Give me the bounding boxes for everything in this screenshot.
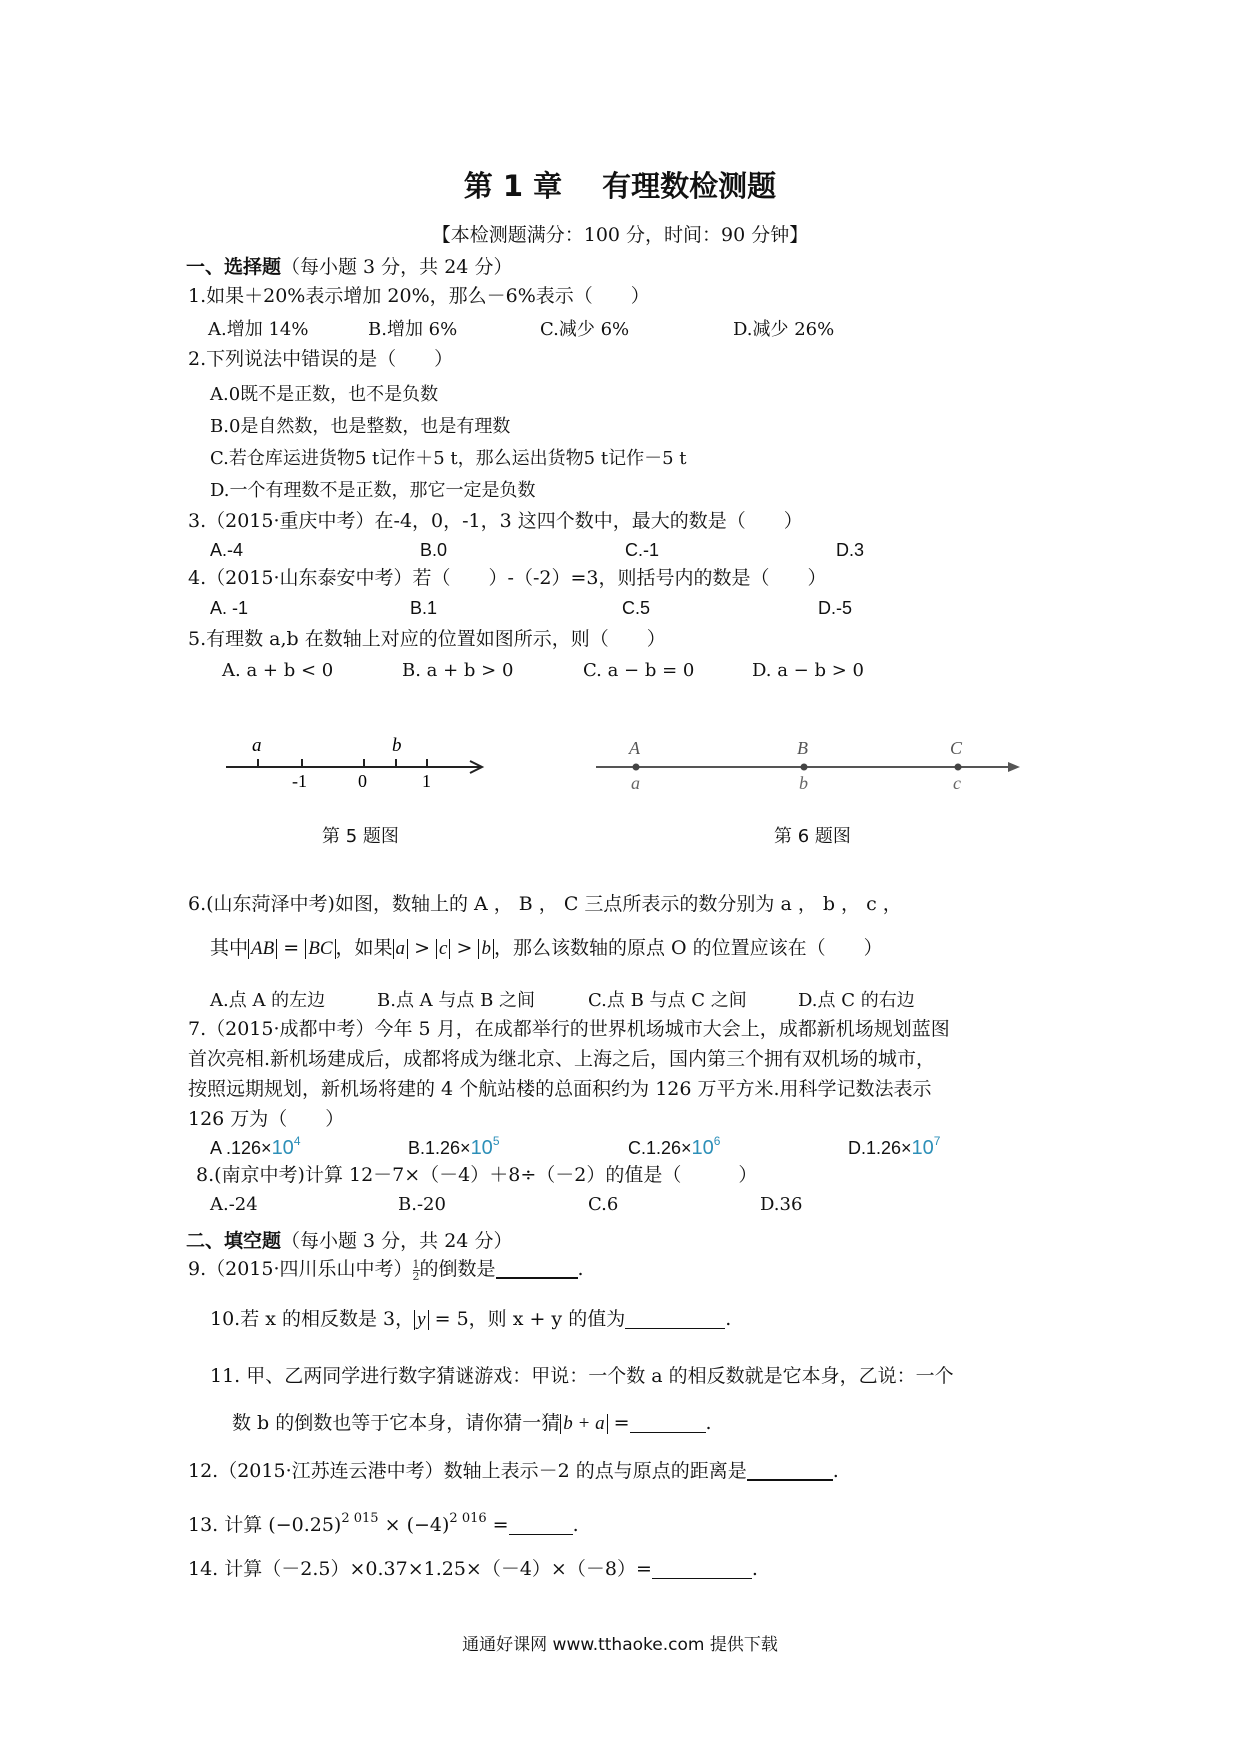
q5-stem: 5.有理数 a,b 在数轴上对应的位置如图所示，则（ ）: [188, 628, 666, 650]
q11-line1: 11. 甲、乙两同学进行数字猜谜游戏：甲说：一个数 a 的相反数就是它本身，乙说：一个: [210, 1365, 954, 1387]
q1-option-a: A.增加 14%: [208, 319, 309, 340]
fig6-label-lower-b: b: [799, 773, 808, 793]
footer-watermark: 通通好课网 www.tthaoke.com 提供下载: [462, 1635, 778, 1655]
fig5-number-line: [222, 725, 492, 795]
abs-b: b: [478, 939, 494, 959]
q4-option-d: D.-5: [818, 598, 853, 618]
q1-option-b: B.增加 6%: [368, 319, 458, 340]
q7-line1: 7.（2015·成都中考）今年 5 月，在成都举行的世界机场城市大会上，成都新机场规划蓝图: [188, 1018, 950, 1040]
q5-option-d: D. a − b > 0: [752, 660, 864, 681]
section-2-heading: 二、填空题（每小题 3 分，共 24 分）: [186, 1230, 513, 1252]
q6-option-d: D.点 C 的右边: [798, 990, 915, 1011]
q2-stem: 2.下列说法中错误的是（ ）: [188, 348, 454, 370]
q7-option-b: $B.1.26\times 10^5$: [408, 1134, 500, 1159]
q3-option-c: C.-1: [625, 540, 660, 560]
q4-option-b: B.1: [410, 598, 438, 618]
exam-info: 【本检测题满分：100 分，时间：90 分钟】: [431, 224, 809, 246]
fig6-point-c: [955, 764, 962, 771]
q8-option-a: A.-24: [210, 1194, 258, 1215]
fig5-label-a: a: [252, 735, 262, 756]
q3-option-a: A.-4: [210, 540, 244, 560]
q1-option-c: C.减少 6%: [540, 319, 630, 340]
q1-option-d: D.减少 26%: [733, 319, 835, 340]
q13: 13. 计算 $(-0.25)^{2 015} \times (-4)^{2 016}$ = .: [188, 1511, 579, 1536]
q3-stem: 3.（2015·重庆中考）在-4，0，-1，3 这四个数中，最大的数是（ ）: [188, 510, 803, 532]
fig5-tick-label-0: 0: [358, 771, 367, 791]
q11-line2: 数 b 的倒数也等于它本身，请你猜一猜 b + a = .: [232, 1412, 712, 1434]
q9-answer-blank[interactable]: [496, 1257, 578, 1279]
q7-option-d: $D.1.26\times 10^7$: [848, 1134, 941, 1159]
q10: 10.若 x 的相反数是 3， y = 5，则 x + y 的值为 .: [210, 1308, 732, 1330]
q14: 14. 计算（－2.5）×0.37×1.25×（－4）×（－8）= .: [188, 1558, 758, 1580]
q2-option-b: B.0是自然数，也是整数，也是有理数: [210, 416, 511, 437]
q2-option-a: A.0既不是正数，也不是负数: [210, 384, 439, 405]
q2-option-c: C.若仓库运进货物5 t记作＋5 t，那么运出货物5 t记作－5 t: [210, 448, 687, 469]
fig5-tick-label-1: 1: [422, 771, 431, 791]
fig6-label-upper-c: C: [950, 738, 963, 758]
fig6-label-upper-b: B: [797, 738, 808, 758]
abs-a: a: [393, 939, 409, 959]
q5-option-a: A. a + b < 0: [222, 660, 334, 681]
fig5-label-b: b: [392, 735, 402, 756]
q7-line2: 首次亮相.新机场建成后，成都将成为继北京、上海之后，国内第三个拥有双机场的城市，: [188, 1048, 936, 1070]
q2-option-d: D.一个有理数不是正数，那它一定是负数: [210, 480, 536, 501]
q8-option-c: C.6: [588, 1194, 619, 1215]
q7-line3: 按照远期规划，新机场将建的 4 个航站楼的总面积约为 126 万平方米.用科学记数法表示: [188, 1078, 932, 1100]
fig6-label-lower-c: c: [953, 773, 961, 793]
q6-line1: 6.(山东菏泽中考)如图，数轴上的 A ， B ， C 三点所表示的数分别为 a ， b ， c ，: [188, 893, 902, 915]
q4-option-c: C.5: [622, 598, 651, 618]
fig6-label-upper-a: A: [629, 738, 640, 758]
q6-option-b: B.点 A 与点 B 之间: [377, 990, 536, 1011]
q3-option-b: B.0: [420, 540, 448, 560]
q12: 12.（2015·江苏连云港中考）数轴上表示－2 的点与原点的距离是 .: [188, 1460, 839, 1482]
abs-bc: BC: [305, 939, 335, 959]
q4-option-a: A. -1: [210, 598, 249, 618]
q14-answer-blank[interactable]: [652, 1558, 752, 1579]
q6-option-a: A.点 A 的左边: [210, 990, 326, 1011]
q1-stem: 1.如果＋20%表示增加 20%，那么－6%表示（ ）: [188, 285, 650, 307]
fraction-one-half: $\frac{1}{2}$: [412, 1257, 420, 1283]
abs-ab: AB: [248, 939, 277, 959]
q5-option-b: B. a + b > 0: [402, 660, 514, 681]
q7-option-a: A $.126\times 10^4$: [210, 1134, 301, 1159]
q8-option-d: D.36: [760, 1194, 803, 1215]
q6-line2: 其中 AB = BC ，如果 a > c > b ，那么该数轴的原点 O 的位置应该在（ ）: [210, 937, 883, 959]
q11-answer-blank[interactable]: [630, 1412, 706, 1433]
q10-answer-blank[interactable]: [625, 1308, 725, 1329]
fig6-label-lower-a: a: [631, 773, 640, 793]
q3-option-d: D.3: [836, 540, 865, 560]
q12-answer-blank[interactable]: [747, 1459, 833, 1481]
q4-stem: 4.（2015·山东泰安中考）若（ ）-（-2）=3，则括号内的数是（ ）: [188, 567, 827, 589]
q13-answer-blank[interactable]: [509, 1514, 573, 1535]
q8-stem: 8.(南京中考)计算 12－7×（－4）＋8÷（－2）的值是（ ）: [196, 1164, 758, 1186]
q5-option-c: C. a − b = 0: [583, 660, 695, 681]
page-title: [0, 164, 1240, 205]
fig6-point-a: [633, 764, 640, 771]
fig5-tick-label-neg1: -1: [292, 771, 307, 791]
q7-line4: 126 万为（ ）: [188, 1108, 345, 1130]
chapter-name: 有理数检测题: [602, 169, 777, 203]
q7-option-c: $C.1.26\times 10^6$: [628, 1134, 721, 1159]
fig6-caption: 第 6 题图: [774, 826, 851, 847]
abs-b-plus-a: b + a: [560, 1414, 607, 1434]
section-1-heading: 一、选择题（每小题 3 分，共 24 分）: [186, 256, 513, 278]
chapter-number: 第 1 章: [463, 169, 563, 203]
q9: 9.（2015·四川乐山中考） $\frac{1}{2}$ 的倒数是 .: [188, 1257, 584, 1283]
q6-option-c: C.点 B 与点 C 之间: [588, 990, 747, 1011]
fig5-caption: 第 5 题图: [322, 826, 399, 847]
abs-y: y: [414, 1310, 428, 1330]
fig6-point-b: [801, 764, 808, 771]
q8-option-b: B.-20: [398, 1194, 446, 1215]
fig6-arrow: [1008, 762, 1020, 772]
fig6-number-line: [592, 735, 1022, 795]
abs-c: c: [436, 939, 450, 959]
